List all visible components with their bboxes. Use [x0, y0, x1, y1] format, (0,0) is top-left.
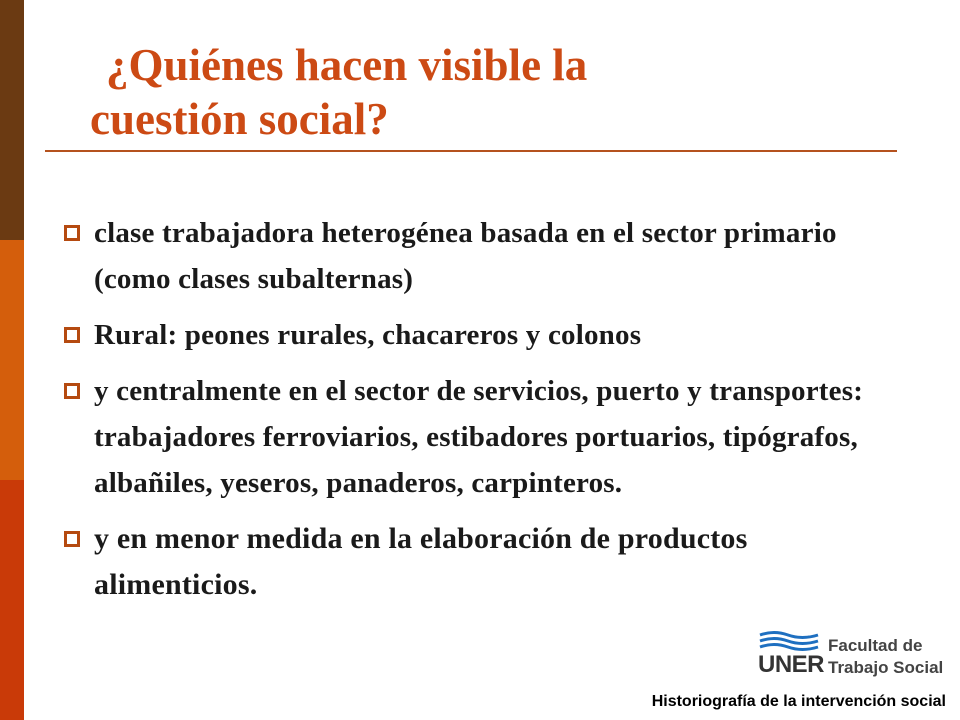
logo-faculty-line-2: Trabajo Social: [828, 658, 944, 677]
bullet-item: [60, 210, 910, 302]
bullet-text: y centralmente en el sector de servicios, puerto y transportes: trabajadores ferroviarios, estibadores portuarios, tipógrafos, albañiles, yeseros, panaderos, carpinteros.: [94, 375, 864, 499]
hollow-square-icon: [64, 531, 80, 547]
bullet-item: [60, 312, 910, 358]
hollow-square-icon: [64, 327, 80, 343]
bullet-text: Rural: peones rurales, chacareros y colonos: [94, 319, 642, 351]
slide-title-line-1: ¿Quiénes hacen visible la: [106, 40, 588, 90]
bullet-text: clase trabajadora heterogénea basada en el sector primario (como clases subalternas): [94, 217, 837, 295]
bullet-list: [60, 210, 910, 618]
hollow-square-icon: [64, 383, 80, 399]
left-color-bar-middle: [0, 240, 24, 480]
bullet-text: y en menor medida en la elaboración de productos alimenticios.: [94, 522, 748, 601]
bullet-item: [60, 516, 910, 608]
logo-faculty-line-1: Facultad de: [828, 636, 923, 655]
slide-title: [90, 38, 850, 146]
slide-title-line-2: cuestión social?: [90, 94, 389, 144]
slide-footer: Historiografía de la intervención social: [651, 693, 946, 710]
hollow-square-icon: [64, 225, 80, 241]
uner-logo: [758, 630, 944, 682]
waves-icon: [758, 630, 820, 652]
logo-abbreviation: UNER: [758, 651, 825, 678]
bullet-item: [60, 368, 910, 506]
left-color-bar-top: [0, 0, 24, 240]
left-color-bar-bottom: [0, 480, 24, 720]
title-underline: [45, 150, 897, 152]
